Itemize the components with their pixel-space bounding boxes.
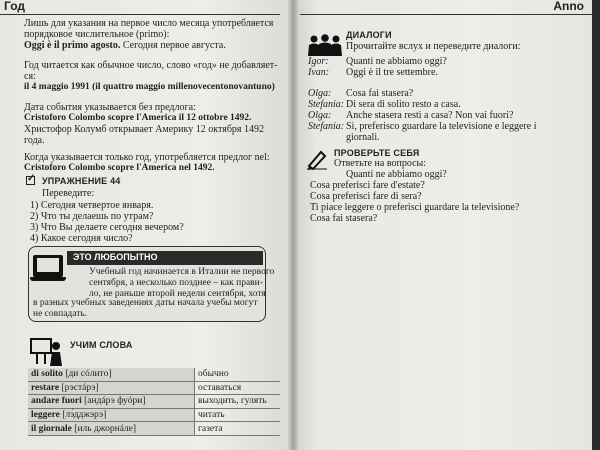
check-title: ПРОВЕРЬТЕ СЕБЯ bbox=[334, 148, 420, 158]
check-item: Ti piace leggere o preferisci guardare la televisione? bbox=[310, 202, 520, 213]
para2-line2: ся: bbox=[24, 71, 36, 82]
para2-line1: Год читается как обычное число, слово «год» не добавляет- bbox=[24, 60, 278, 71]
vocab-term bbox=[28, 381, 195, 395]
curio-line2: сентября, а несколько позднее – как прави- bbox=[89, 278, 263, 288]
laptop-icon bbox=[33, 255, 63, 277]
check-item: Cosa preferisci fare d'estate? bbox=[310, 180, 425, 191]
para4-line1: Когда указывается только год, употребляется предлог nel: bbox=[24, 152, 270, 163]
right-header bbox=[300, 0, 592, 15]
para1-example-ru: Сегодня первое августа. bbox=[120, 40, 226, 51]
para2-example: il 4 maggio 1991 (il quattro maggio millenovecentonovantuno) bbox=[24, 82, 275, 92]
right-page bbox=[292, 0, 600, 450]
vocab-row bbox=[28, 395, 280, 409]
check-instruction: Ответьте на вопросы: bbox=[334, 158, 427, 169]
vocab-tr: [иль джорнáле] bbox=[74, 423, 137, 434]
left-header bbox=[0, 0, 280, 15]
left-running-head: Год bbox=[4, 0, 25, 13]
dialog-title: ДИАЛОГИ bbox=[346, 30, 392, 40]
vocab-term bbox=[28, 422, 195, 436]
vocab-tr: [рэстáрэ] bbox=[61, 382, 99, 393]
exercise-item: 4) Какое сегодня число? bbox=[30, 233, 133, 244]
vocab-it: restare bbox=[31, 382, 60, 393]
vocab-tr: [андáрэ фуóри] bbox=[84, 396, 146, 407]
vocab-row bbox=[28, 422, 280, 436]
para3-line3: Христофор Колумб открывает Америку 12 октября 1492 bbox=[24, 124, 265, 135]
exercise-instruction: Переведите: bbox=[42, 188, 95, 199]
vocab-it: andare fuori bbox=[31, 396, 82, 407]
vocab-it: di solito bbox=[31, 369, 63, 380]
vocab-term bbox=[28, 408, 195, 422]
dialog-line: giornali. bbox=[346, 132, 380, 143]
dialog-speaker: Olga: bbox=[308, 110, 332, 121]
teacher-board-icon bbox=[30, 336, 64, 366]
vocab-term bbox=[28, 395, 195, 409]
dialog-speaker: Igor: bbox=[308, 56, 329, 67]
vocab-title: УЧИМ СЛОВА bbox=[70, 340, 133, 350]
check-item: Cosa preferisci fare di sera? bbox=[310, 191, 422, 202]
vocab-ru: обычно bbox=[195, 368, 281, 381]
left-page bbox=[0, 0, 292, 450]
check-item: Quanti ne abbiamo oggi? bbox=[346, 169, 447, 180]
para1-line2: порядковое числительное (primo): bbox=[24, 29, 170, 40]
vocab-tr: [лэ́дджэрэ] bbox=[62, 410, 107, 421]
dialog-speaker: Ivan: bbox=[308, 67, 330, 78]
curio-box bbox=[28, 246, 275, 322]
vocab-row bbox=[28, 381, 280, 395]
dialog-speaker: Olga: bbox=[308, 88, 332, 99]
dialog-line: Anche stasera resti a casa? Non vai fuori? bbox=[346, 110, 514, 121]
curio-line5: не совпадать. bbox=[33, 309, 88, 319]
vocab-it: il giornale bbox=[31, 423, 72, 434]
para1-line1: Лишь для указания на первое число месяца употребляется bbox=[24, 18, 274, 29]
curio-line4: в разных учебных заведениях даты начала учебы могут bbox=[33, 298, 258, 308]
dialog-line: Quanti ne abbiamo oggi? bbox=[346, 56, 447, 67]
vocab-ru: оставаться bbox=[195, 381, 281, 395]
para3-line4: года. bbox=[24, 135, 45, 146]
checkbox-icon bbox=[26, 176, 35, 185]
para3-line2: Cristoforo Colombo scopre l'America il 12 ottobre 1492. bbox=[24, 113, 252, 123]
para1-example-it: Oggi è il primo agosto. bbox=[24, 40, 121, 51]
dialog-speaker: Stefania: bbox=[308, 121, 345, 132]
curio-title: ЭТО ЛЮБОПЫТНО bbox=[73, 252, 158, 262]
dialog-line: Di sera di solito resto a casa. bbox=[346, 99, 461, 110]
para1-example bbox=[24, 40, 226, 52]
vocab-it: leggere bbox=[31, 410, 60, 421]
curio-line3: ло, не раньше второй недели сентября, хотя bbox=[89, 289, 266, 299]
pencil-icon bbox=[306, 148, 328, 170]
dialog-line: Sì, preferisco guardare la televisione e leggere i bbox=[346, 121, 537, 132]
dialog-speaker: Stefania: bbox=[308, 99, 345, 110]
exercise-title: УПРАЖНЕНИЕ 44 bbox=[42, 176, 121, 186]
curio-line1: Учебный год начинается в Италии не первого bbox=[89, 267, 275, 277]
vocab-term bbox=[28, 368, 195, 381]
exercise-item: 2) Что ты делаешь по утрам? bbox=[30, 211, 154, 222]
para3-line1: Дата события указывается без предлога: bbox=[24, 102, 196, 113]
exercise-item: 3) Что Вы делаете сегодня вечером? bbox=[30, 222, 184, 233]
book-gutter bbox=[288, 0, 298, 450]
vocab-row bbox=[28, 368, 280, 381]
vocab-ru: читать bbox=[195, 408, 281, 422]
vocab-row bbox=[28, 408, 280, 422]
vocab-table bbox=[28, 368, 280, 436]
check-item: Cosa fai stasera? bbox=[310, 213, 378, 224]
exercise-item: 1) Сегодня четвертое января. bbox=[30, 200, 154, 211]
dialog-line: Cosa fai stasera? bbox=[346, 88, 414, 99]
background-edge bbox=[592, 0, 600, 450]
people-icon bbox=[308, 34, 342, 56]
right-running-head: Anno bbox=[553, 0, 584, 13]
vocab-ru: выходить, гулять bbox=[195, 395, 281, 409]
vocab-ru: газета bbox=[195, 422, 281, 436]
vocab-tr: [ди сóлито] bbox=[65, 369, 112, 380]
dialog-instruction: Прочитайте вслух и переведите диалоги: bbox=[346, 41, 521, 52]
dialog-line: Oggi è il tre settembre. bbox=[346, 67, 438, 78]
para4-line2: Cristoforo Colombo scopre l'America nel 1492. bbox=[24, 163, 215, 173]
